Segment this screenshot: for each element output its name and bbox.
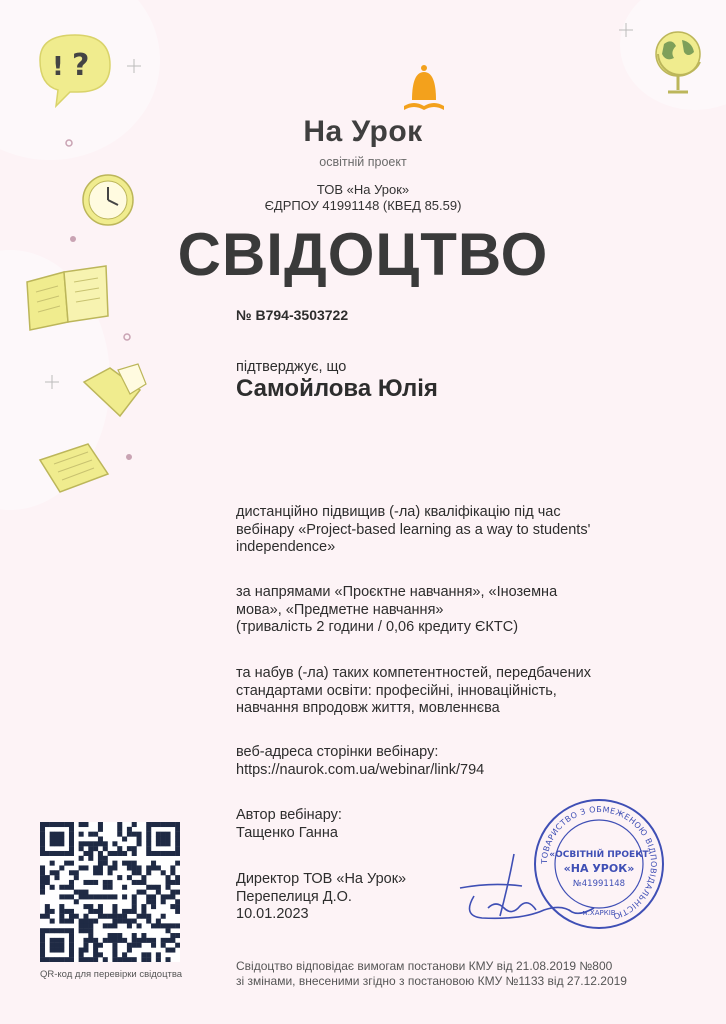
svg-text:м.ХАРКІВ: м.ХАРКІВ (582, 909, 616, 917)
folder-icon (80, 360, 150, 422)
director-paragraph (236, 871, 406, 924)
text-line: мова», «Предметне навчання» (236, 601, 444, 618)
text-line: та набув (-ла) таких компетентностей, передбачених (236, 665, 591, 681)
text-line: стандартами освіти: професійні, інноваційність, (236, 682, 557, 699)
official-stamp (532, 797, 666, 931)
svg-text:№41991148: №41991148 (572, 879, 626, 889)
competencies-paragraph (236, 665, 591, 718)
webinar-link[interactable]: https://naurok.com.ua/webinar/link/794 (236, 761, 485, 778)
sparkle-icon (126, 58, 142, 74)
text-line: Директор ТОВ «На Урок» (236, 871, 407, 887)
speech-bubble-question-icon (30, 30, 120, 110)
text-line: (тривалість 2 години / 0,06 кредиту ЄКТС) (236, 619, 519, 635)
text-line: дистанційно підвищив (-ла) кваліфікацію під час (236, 504, 561, 520)
author-paragraph (236, 807, 342, 842)
sparkle-icon (44, 374, 60, 390)
org-code: ЄДРПОУ 41991148 (КВЕД 85.59) (264, 198, 462, 213)
text-line: веб-адреса сторінки вебінару: (236, 744, 439, 760)
confirms-label: підтверджує, що (236, 359, 347, 375)
recipient-name: Самойлова Юлія (236, 375, 438, 402)
certificate-title: СВІДОЦТВО (177, 221, 549, 288)
brand-tagline: освітній проект (319, 155, 407, 169)
sparkle-icon (618, 22, 634, 38)
org-name: ТОВ «На Урок» (316, 182, 410, 197)
globe-icon (650, 28, 710, 100)
qr-code[interactable] (40, 822, 180, 962)
org-info (0, 182, 726, 214)
paper-sheet-icon (36, 440, 112, 496)
text-line: вебінару «Project-based learning as a way to students' (236, 521, 591, 538)
issue-date: 10.01.2023 (236, 906, 309, 922)
text-line: зі змінами, внесеними згідно з постановою КМУ №1133 від 27.12.2019 (236, 974, 627, 988)
text-line: Свідоцтво відповідає вимогам постанови КМУ від 21.08.2019 №800 (236, 959, 613, 973)
svg-text:«НА УРОК»: «НА УРОК» (563, 862, 635, 875)
text-line: independence» (236, 539, 336, 555)
text-line: за напрямами «Проєктне навчання», «Іноземна (236, 584, 558, 600)
author-name: Тащенко Ганна (236, 824, 338, 841)
dot-icon (124, 452, 134, 462)
text-line: навчання впродовж життя, мовленнєва (236, 700, 500, 716)
bell-logo-icon (398, 62, 450, 114)
text-line: Автор вебінару: (236, 807, 342, 823)
brand-name: На Урок (303, 115, 423, 148)
dot-icon (122, 332, 132, 342)
svg-text:«ОСВІТНІЙ ПРОЕКТ: «ОСВІТНІЙ ПРОЕКТ (549, 850, 649, 860)
svg-text:!: ! (52, 52, 64, 82)
directions-paragraph (236, 584, 557, 637)
webinar-url-paragraph (236, 744, 484, 779)
qualification-paragraph (236, 504, 590, 557)
qr-caption: QR-код для перевірки свідоцтва (40, 969, 183, 980)
certificate-number: № В794-3503722 (236, 307, 349, 323)
footer-note (236, 959, 627, 989)
svg-text:?: ? (72, 48, 90, 83)
svg-text:ТОВАРИСТВО З ОБМЕЖЕНОЮ ВІДПОВІ: ТОВАРИСТВО З ОБМЕЖЕНОЮ ВІДПОВІДАЛЬНІСТЮ (539, 804, 659, 921)
director-name: Перепелиця Д.О. (236, 888, 352, 905)
